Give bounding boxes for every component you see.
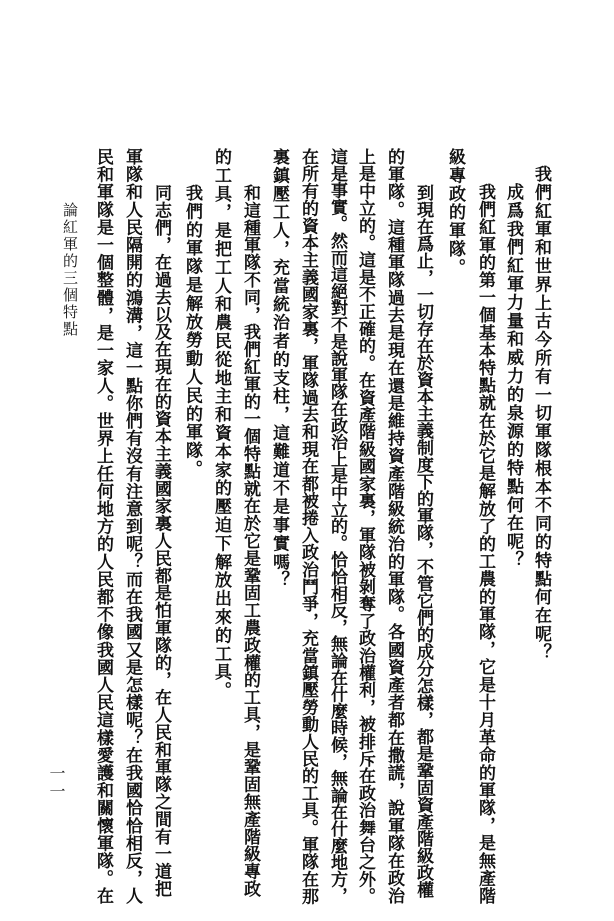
text-column-15: 軍隊和人民隔開的鴻溝，這一點你們有沒有注意到呢？而在我國又是怎樣呢？在我國恰恰相反，人 xyxy=(122,148,142,905)
text-column-4: 級專政的軍隊。 xyxy=(445,148,465,277)
text-column-5: 到現在爲止，一切存在於資本主義制度下的軍隊，不管它們的成分怎樣，都是鞏固資產階級政權 xyxy=(413,184,433,898)
text-column-12: 的工具，是把工人和農民從地主和資本家的壓迫下解放出來的工具。 xyxy=(211,148,231,700)
text-column-9: 在所有的資本主義國家裏，軍隊過去和現在都被捲入政治鬥爭，充當鎮壓勞動人民的工具。軍隊在那 xyxy=(298,148,318,905)
text-column-3: 我們紅軍的第一個基本特點就在於它是解放了的工農的軍隊，它是十月革命的軍隊，是無產階 xyxy=(475,183,495,905)
text-column-14: 同志們，在過去以及在現在的資本主義國家裏人民都是怕軍隊的，在人民和軍隊之間有一道把 xyxy=(151,184,171,898)
text-column-13: 我們的軍隊是解放勞動人民的軍隊。 xyxy=(182,184,202,479)
text-column-2: 成爲我們紅軍力量和威力的泉源的特點何在呢？ xyxy=(503,183,523,570)
text-column-16: 民和軍隊是一個整體，是一家人。世界上任何地方的人民都不像我國人民這樣愛護和關懷軍隊。在 xyxy=(93,148,113,905)
running-head: 論紅軍的三個特點 xyxy=(61,202,79,338)
text-column-1: 我們紅軍和世界上古今所有一切軍隊根本不同的特點何在呢？ xyxy=(531,165,551,662)
text-column-6: 的軍隊。這種軍隊過去是現在還是維持資產階級統治的軍隊。各國資產者都在撒謊，說軍隊在政治 xyxy=(384,148,404,905)
text-column-10: 裏鎮壓工人，充當統治者的支柱，這難道不是事實嗎？ xyxy=(269,148,289,590)
text-column-8: 這是事實。然而這絕對不是說軍隊在政治上是中立的。恰恰相反，無論在什麼時候，無論在什麼地方， xyxy=(327,148,347,905)
page-number: 一一 xyxy=(47,765,66,801)
text-column-7: 上是中立的。這是不正確的。在資產階級國家裏，軍隊被剝奪了政治權利，被排斥在政治舞台之外。 xyxy=(355,148,375,905)
text-column-11: 和這種軍隊不同，我們紅軍的一個特點就在於它是鞏固工農政權的工具，是鞏固無產階級專政 xyxy=(240,184,260,898)
